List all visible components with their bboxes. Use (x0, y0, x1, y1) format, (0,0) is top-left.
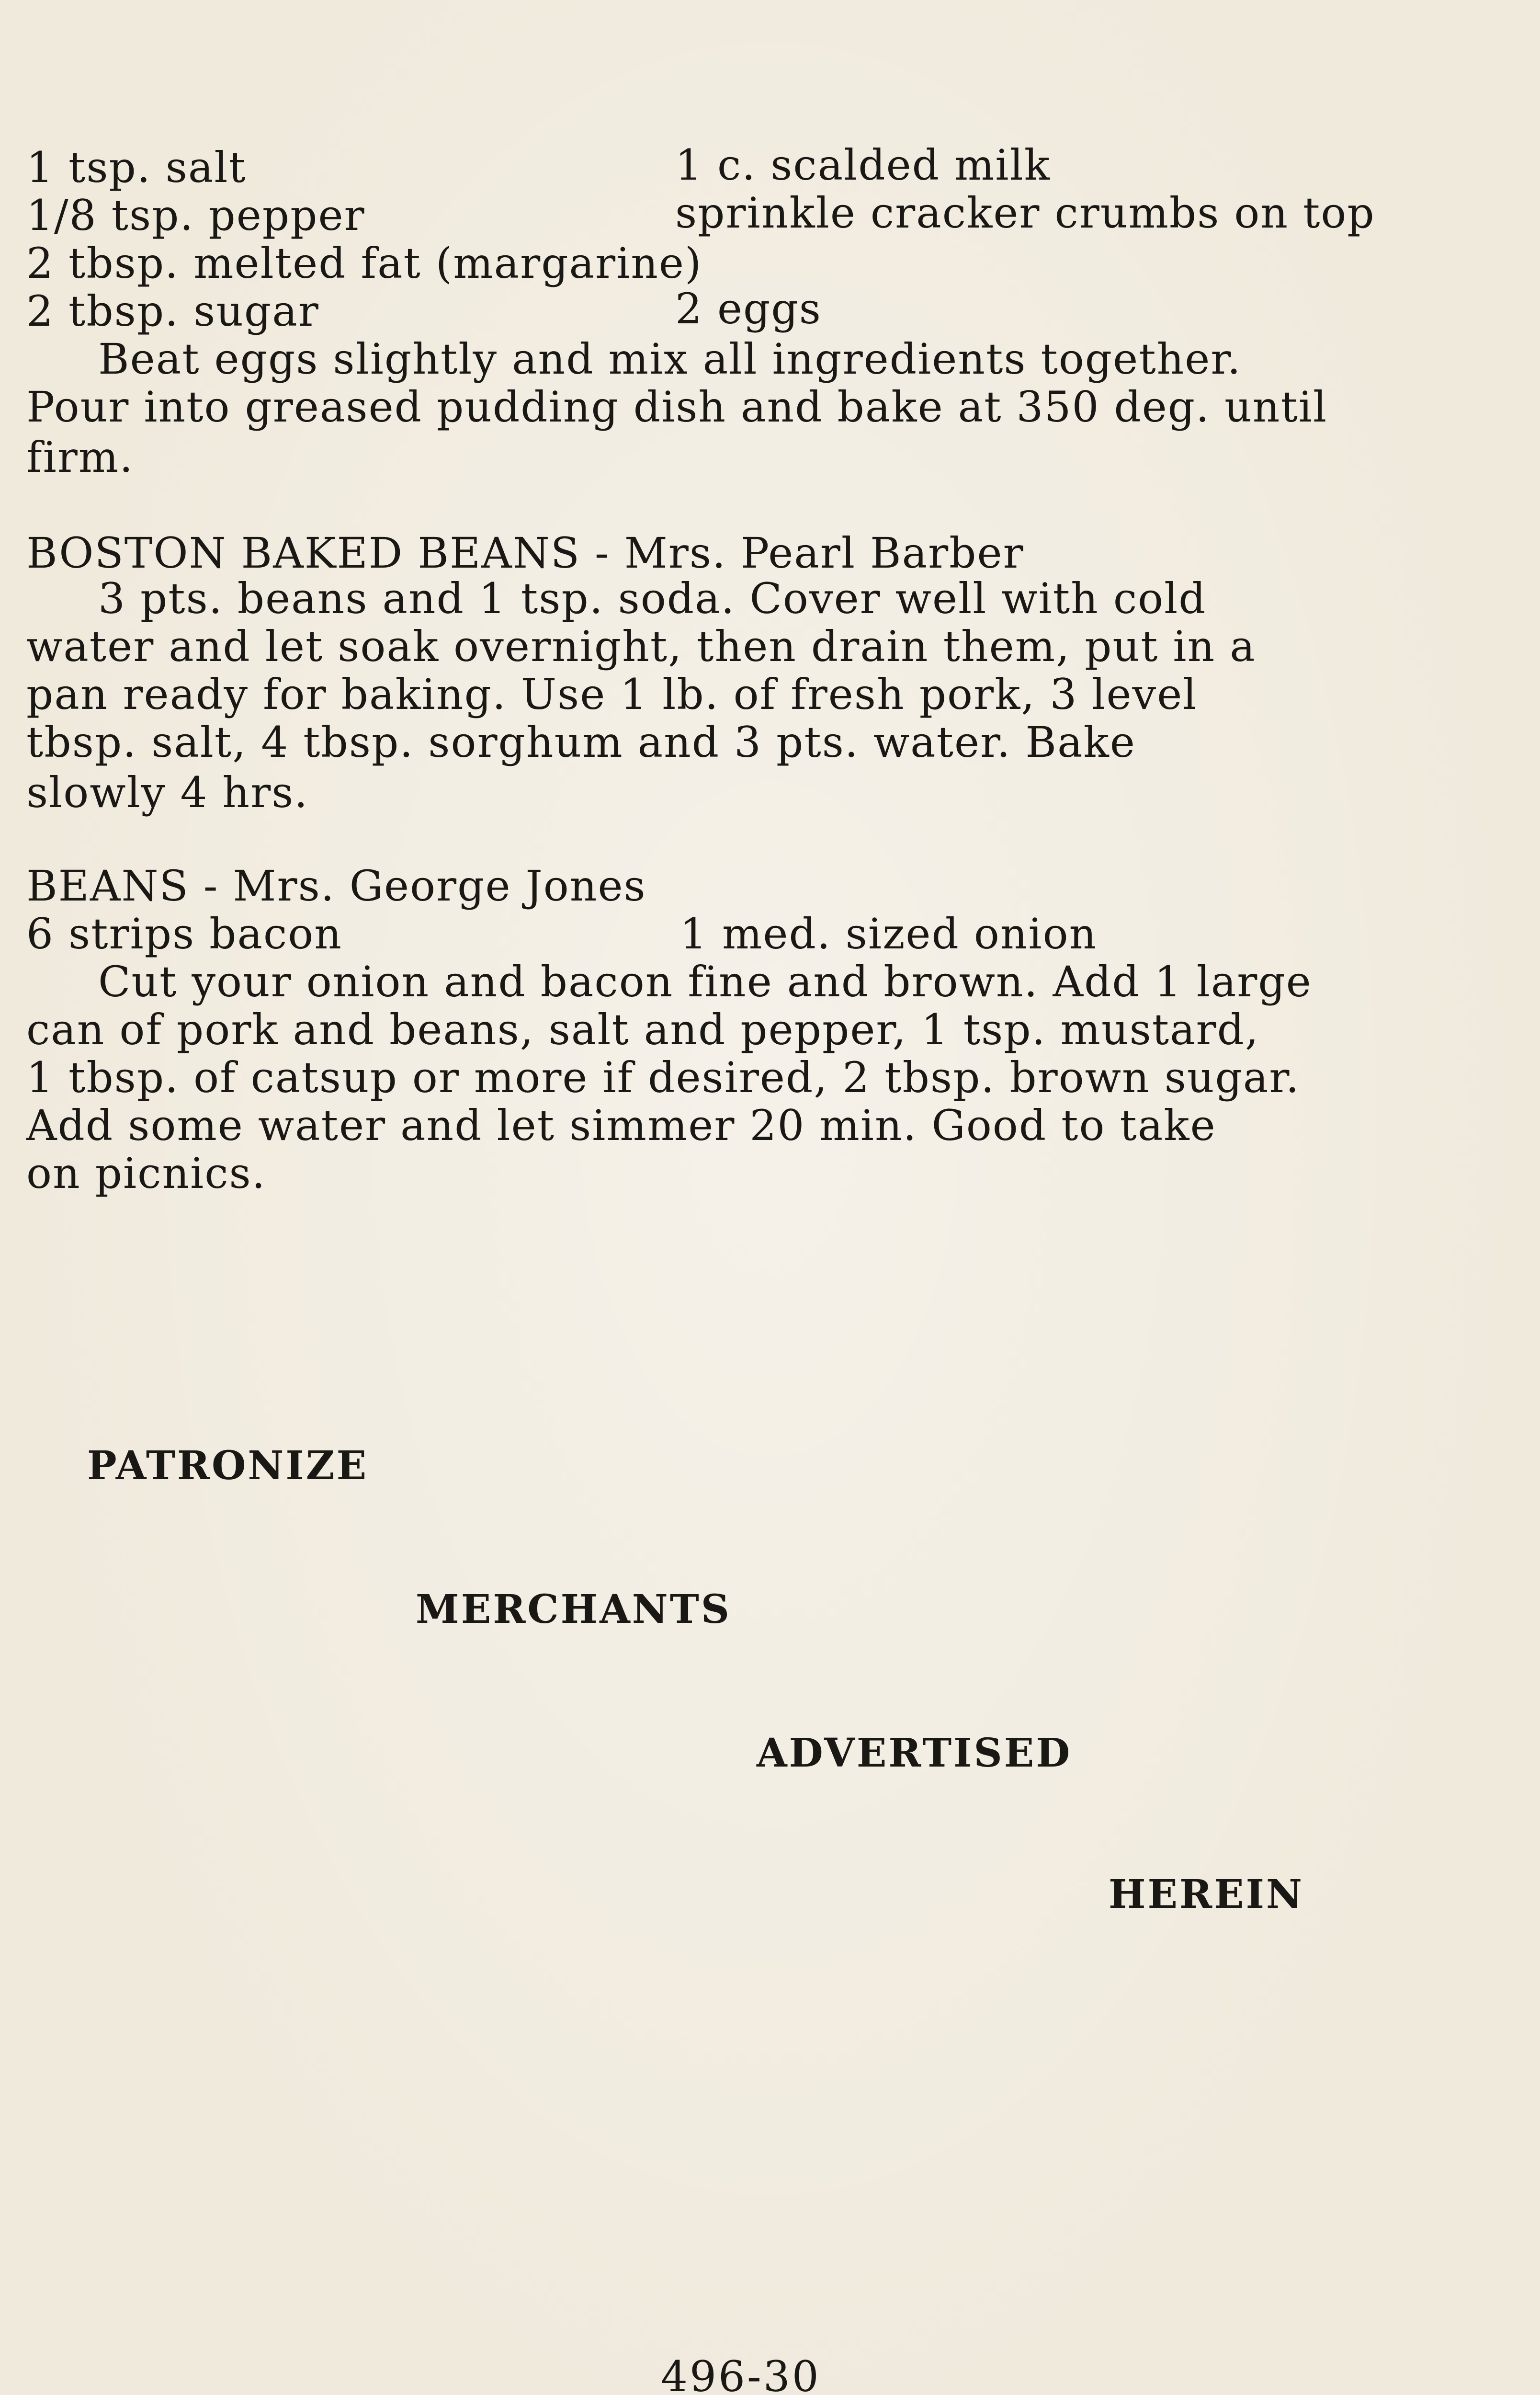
top-instruction-line: Beat eggs slightly and mix all ingredients together. (98, 334, 1242, 384)
beans-instruction-line: Cut your onion and bacon fine and brown. Add 1 large (98, 957, 1312, 1006)
boston-instruction-line: pan ready for baking. Use 1 lb. of fresh pork, 3 level (26, 670, 1198, 719)
banner-word-herein: HEREIN (1109, 1871, 1304, 1917)
beans-instruction-line: can of pork and beans, salt and pepper, 1 tsp. mustard, (26, 1005, 1259, 1054)
boston-instruction-line: slowly 4 hrs. (26, 768, 309, 817)
ingredient-milk: 1 c. scalded milk (675, 140, 1051, 190)
ingredient-pepper: 1/8 tsp. pepper (26, 191, 365, 240)
beans-title: BEANS - Mrs. George Jones (26, 861, 646, 911)
ingredient-onion: 1 med. sized onion (680, 909, 1098, 958)
ingredient-bacon: 6 strips bacon (26, 909, 342, 958)
banner-word-merchants: MERCHANTS (416, 1586, 731, 1632)
ingredient-eggs: 2 eggs (675, 284, 822, 333)
beans-instruction-line: Add some water and let simmer 20 min. Good to take (26, 1101, 1216, 1150)
banner-word-advertised: ADVERTISED (757, 1730, 1072, 1776)
boston-instruction-line: tbsp. salt, 4 tbsp. sorghum and 3 pts. water. Bake (26, 718, 1136, 767)
boston-instruction-line: 3 pts. beans and 1 tsp. soda. Cover well with cold (98, 574, 1207, 623)
boston-instruction-line: water and let soak overnight, then drain them, put in a (26, 622, 1256, 671)
ingredient-cracker-crumbs: sprinkle cracker crumbs on top (675, 188, 1375, 238)
beans-instruction-line: on picnics. (26, 1149, 266, 1198)
beans-instruction-line: 1 tbsp. of catsup or more if desired, 2 tbsp. brown sugar. (26, 1053, 1300, 1102)
top-instruction-line: Pour into greased pudding dish and bake at 350 deg. until (26, 382, 1328, 432)
banner-word-patronize: PATRONIZE (87, 1443, 369, 1489)
ingredient-melted-fat: 2 tbsp. melted fat (margarine) (26, 239, 702, 288)
top-instruction-line: firm. (26, 433, 134, 482)
ingredient-salt: 1 tsp. salt (26, 143, 247, 192)
page-number: 496-30 (661, 2352, 821, 2395)
boston-baked-beans-title: BOSTON BAKED BEANS - Mrs. Pearl Barber (26, 528, 1024, 578)
ingredient-sugar: 2 tbsp. sugar (26, 286, 319, 336)
